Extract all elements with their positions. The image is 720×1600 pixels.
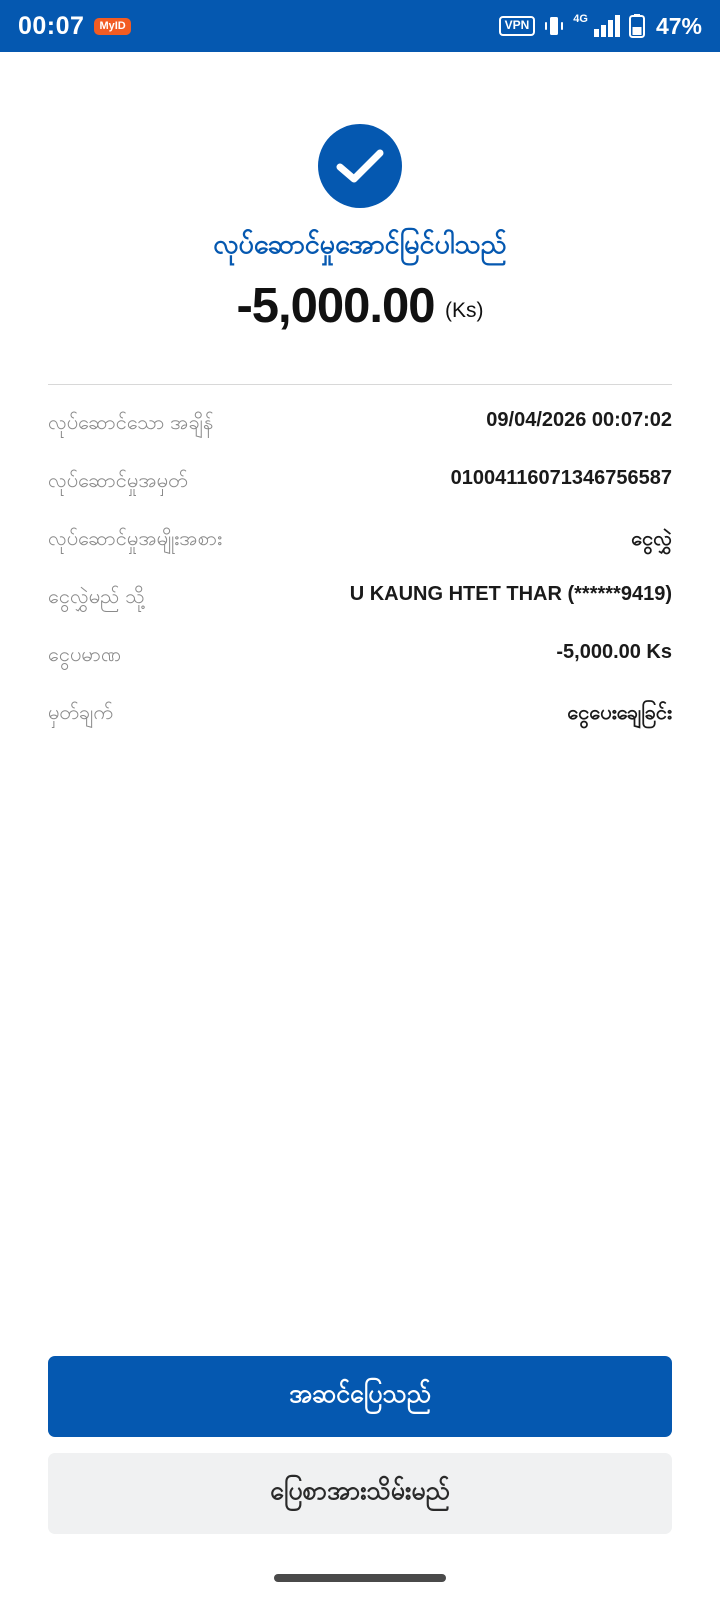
myid-app-icon: MyID (94, 18, 130, 35)
detail-label: လုပ်ဆောင်မှုအမျိုးအစား (48, 527, 223, 550)
detail-row (48, 453, 672, 511)
confirm-ok-button[interactable]: အဆင်ပြေသည် (48, 1356, 672, 1437)
detail-value: 09/04/2026 00:07:02 (486, 408, 672, 431)
detail-row (48, 627, 672, 685)
success-title: လုပ်ဆောင်မှုအောင်မြင်ပါသည် (213, 229, 507, 259)
home-indicator[interactable] (274, 1574, 446, 1582)
home-indicator-wrap (48, 1574, 672, 1600)
detail-label: ငွေလွှဲမည် သို့ (48, 585, 145, 608)
amount-row (48, 278, 672, 334)
vpn-icon: VPN (499, 16, 536, 35)
status-clock: 00:07 (18, 11, 85, 40)
detail-label: လုပ်ဆောင်သော အချိန် (48, 411, 214, 434)
success-check-icon (318, 124, 402, 208)
detail-value: ငွေလွှဲ (631, 527, 672, 550)
section-divider (48, 384, 672, 385)
detail-value: 01004116071346756587 (450, 466, 672, 489)
battery-percent-label: 47% (655, 12, 702, 39)
battery-icon (629, 14, 645, 38)
detail-value: -5,000.00 Ks (556, 640, 672, 663)
detail-label: ငွေပမာဏ (48, 643, 122, 666)
detail-row (48, 511, 672, 569)
transaction-result-screen (0, 52, 720, 1600)
detail-label: လုပ်ဆောင်မှုအမှတ် (48, 469, 188, 492)
detail-row (48, 569, 672, 627)
transaction-details (48, 395, 672, 743)
flex-spacer (48, 743, 672, 1356)
status-bar (0, 0, 720, 52)
amount-value: -5,000.00 (236, 278, 435, 333)
amount-currency: (Ks) (445, 298, 484, 322)
signal-bars-icon (594, 15, 620, 37)
success-icon-wrap (48, 124, 672, 208)
save-receipt-button[interactable]: ပြေစာအားသိမ်းမည် (48, 1453, 672, 1534)
detail-value: ငွေပေးချေခြင်း (567, 701, 672, 724)
status-bar-left (18, 12, 131, 41)
action-buttons (48, 1356, 672, 1574)
vibrate-icon (544, 15, 564, 37)
network-type-label: 4G (573, 13, 588, 25)
status-bar-right (499, 13, 702, 40)
detail-row (48, 685, 672, 743)
detail-value: U KAUNG HTET THAR (******9419) (349, 582, 672, 605)
detail-row (48, 395, 672, 453)
detail-label: မှတ်ချက် (48, 701, 113, 724)
